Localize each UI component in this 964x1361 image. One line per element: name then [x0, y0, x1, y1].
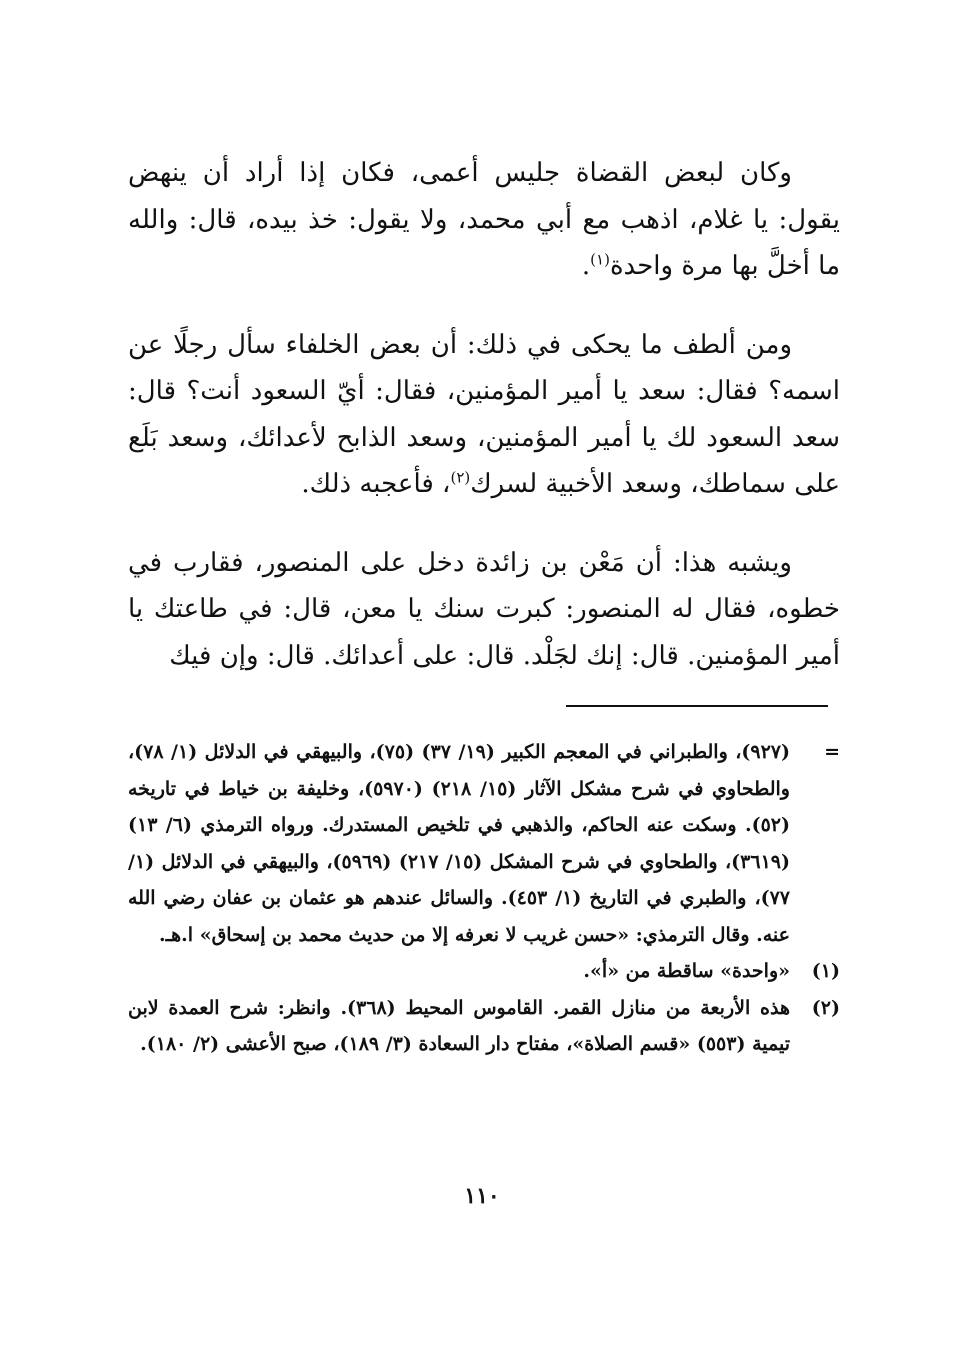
footnote-ref-2: (٢)	[450, 468, 471, 487]
footnote-marker: =	[824, 741, 840, 763]
footnote-text: (٩٢٧)، والطبراني في المعجم الكبير (١٩/ ٣٧) (٧٥)، والبيهقي في الدلائل (١/ ٧٨)، والطحاوي في شرح مشكل الآثار (١٥/ ٢١٨) (٥٩٧٠)، وخليفة بن خياط في تاريخه (٥٢). وسكت عنه الحاكم، والذهبي في تلخيص المستدرك. ورواه الترمذي (٦/ ١٣) (٣٦١٩)، والطحاوي في شرح المشكل (١٥/ ٢١٧) (٥٩٦٩)، والبيهقي في الدلائل (١/ ٧٧)، والطبري في التاريخ (١/ ٤٥٣). والسائل عندهم هو عثمان بن عفان رضي الله عنه. وقال الترمذي: «حسن غريب لا نعرفه إلا من حديث محمد بن إسحاق» ا.هـ.	[128, 741, 791, 946]
footnote-text: هذه الأربعة من منازل القمر. القاموس المحيط (٣٦٨). وانظر: شرح العمدة لابن تيمية (٥٥٣) «قسم الصلاة»، مفتاح دار السعادة (٣/ ١٨٩)، صبح الأعشى (٢/ ١٨٠).	[128, 996, 790, 1055]
paragraph-2-text: ومن ألطف ما يحكى في ذلك: أن بعض الخلفاء سأل رجلًا عن اسمه؟ فقال: سعد يا أمير المؤمنين، فقال: أيّ السعود أنت؟ قال: سعد السعود لك يا أمير المؤمنين، وسعد الذابح لأعدائك، وسعد بَلَع على سماطك، وسعد الأخبية لسرك	[128, 329, 840, 499]
paragraph-2	[128, 322, 840, 508]
paragraph-3-text: ويشبه هذا: أن مَعْن بن زائدة دخل على المنصور، فقارب في خطوه، فقال له المنصور: كبرت سنك يا معن، قال: في طاعتك يا أمير المؤمنين. قال: إنك لجَلْد. قال: على أعدائك. قال: وإن فيك	[128, 547, 840, 671]
paragraph-1	[128, 150, 840, 290]
footnote-2	[128, 990, 840, 1063]
page-number: ١١٠	[464, 1183, 500, 1209]
footnote-marker: (١)	[811, 960, 840, 982]
footnote-ref-1: (١)	[590, 250, 610, 269]
footnote-text: «واحدة» ساقطة من «أ».	[583, 960, 790, 982]
footnotes	[128, 734, 840, 1063]
footnote-marker: (٢)	[811, 996, 840, 1019]
footnote-continued	[128, 734, 840, 953]
paragraph-3	[128, 540, 840, 680]
footnote-1	[128, 953, 840, 990]
footnote-separator	[566, 705, 828, 707]
paragraph-1-text: وكان لبعض القضاة جليس أعمى، فكان إذا أراد أن ينهض يقول: يا غلام، اذهب مع أبي محمد، ولا يقول: خذ بيده، قال: والله ما أخلَّ بها مرة واحدة	[128, 158, 840, 281]
main-text	[128, 150, 840, 679]
paragraph-2-tail: ، فأعجبه ذلك.	[301, 469, 451, 499]
paragraph-1-tail: .	[581, 251, 591, 281]
